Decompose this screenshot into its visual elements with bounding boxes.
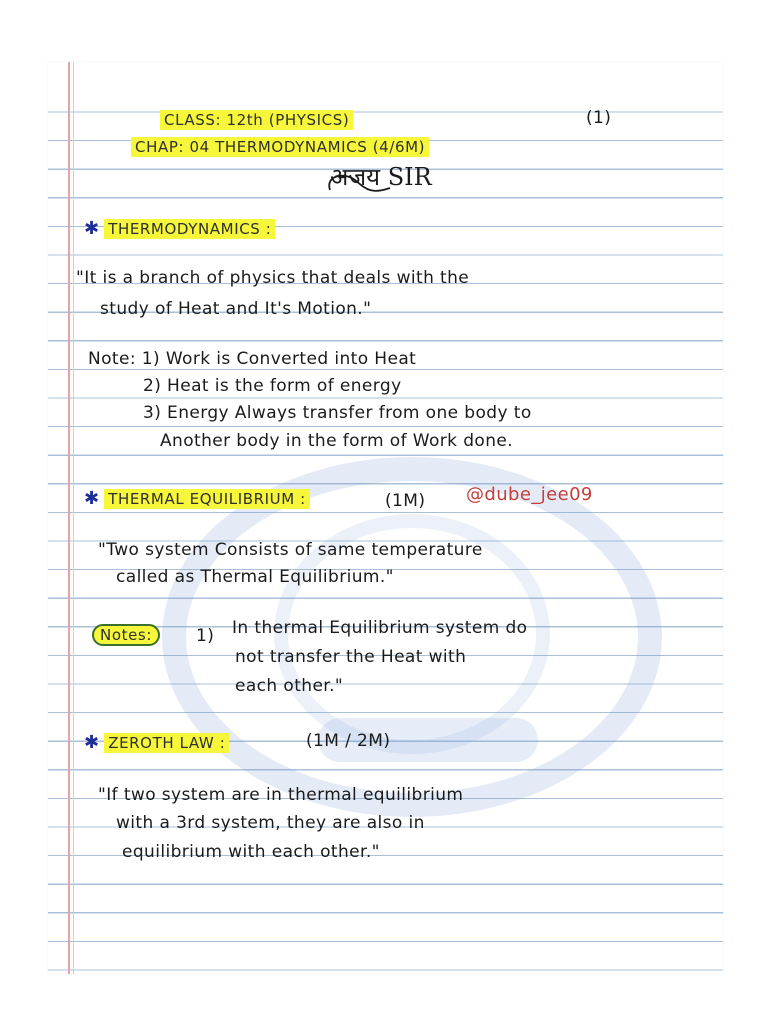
thermal-equilibrium-note-number: 1) [196, 626, 215, 646]
thermal-equilibrium-note-1-end: each other." [235, 676, 344, 696]
class-line: CLASS: 12th (PHYSICS) [160, 111, 353, 129]
zeroth-law-definition-line-3: equilibrium with each other." [122, 842, 380, 862]
thermodynamics-heading: ✱ THERMODYNAMICS : [84, 218, 275, 239]
thermal-equilibrium-note-1-continued: not transfer the Heat with [235, 647, 467, 667]
thermodynamics-note-3-continued: Another body in the form of Work done. [160, 431, 514, 451]
zeroth-law-definition-line-1: "If two system are in thermal equilibrium [98, 785, 464, 805]
thermal-equilibrium-definition-line-1: "Two system Consists of same temperature [98, 540, 483, 560]
page-number: (1) [586, 108, 612, 128]
author-handle: @dube_jee09 [466, 484, 593, 505]
star-icon: ✱ [84, 218, 100, 239]
zeroth-law-definition-line-2: with a 3rd system, they are also in [116, 813, 425, 833]
thermodynamics-definition-line-2: study of Heat and It's Motion." [100, 299, 372, 319]
zeroth-law-marks: (1M / 2M) [306, 731, 391, 751]
star-icon: ✱ [84, 488, 100, 509]
signature-flourish [325, 170, 395, 200]
zeroth-law-heading: ✱ ZEROTH LAW : [84, 732, 229, 753]
thermal-equilibrium-definition-line-2: called as Thermal Equilibrium." [116, 567, 394, 587]
chapter-line: CHAP: 04 THERMODYNAMICS (4/6M) [131, 138, 429, 156]
signature: अजय SIR [330, 163, 432, 191]
star-icon: ✱ [84, 732, 100, 753]
thermal-equilibrium-marks: (1M) [385, 491, 426, 511]
thermodynamics-note-1: Note: 1) Work is Converted into Heat [88, 349, 417, 369]
thermal-equilibrium-heading: ✱ THERMAL EQUILIBRIUM : [84, 488, 310, 509]
notes-label: Notes: [92, 625, 160, 644]
thermodynamics-note-2: 2) Heat is the form of energy [143, 376, 402, 396]
thermal-equilibrium-note-1: In thermal Equilibrium system do [232, 618, 528, 638]
thermodynamics-definition-line-1: "It is a branch of physics that deals with the [76, 268, 470, 288]
thermodynamics-note-3: 3) Energy Always transfer from one body to [143, 403, 532, 423]
